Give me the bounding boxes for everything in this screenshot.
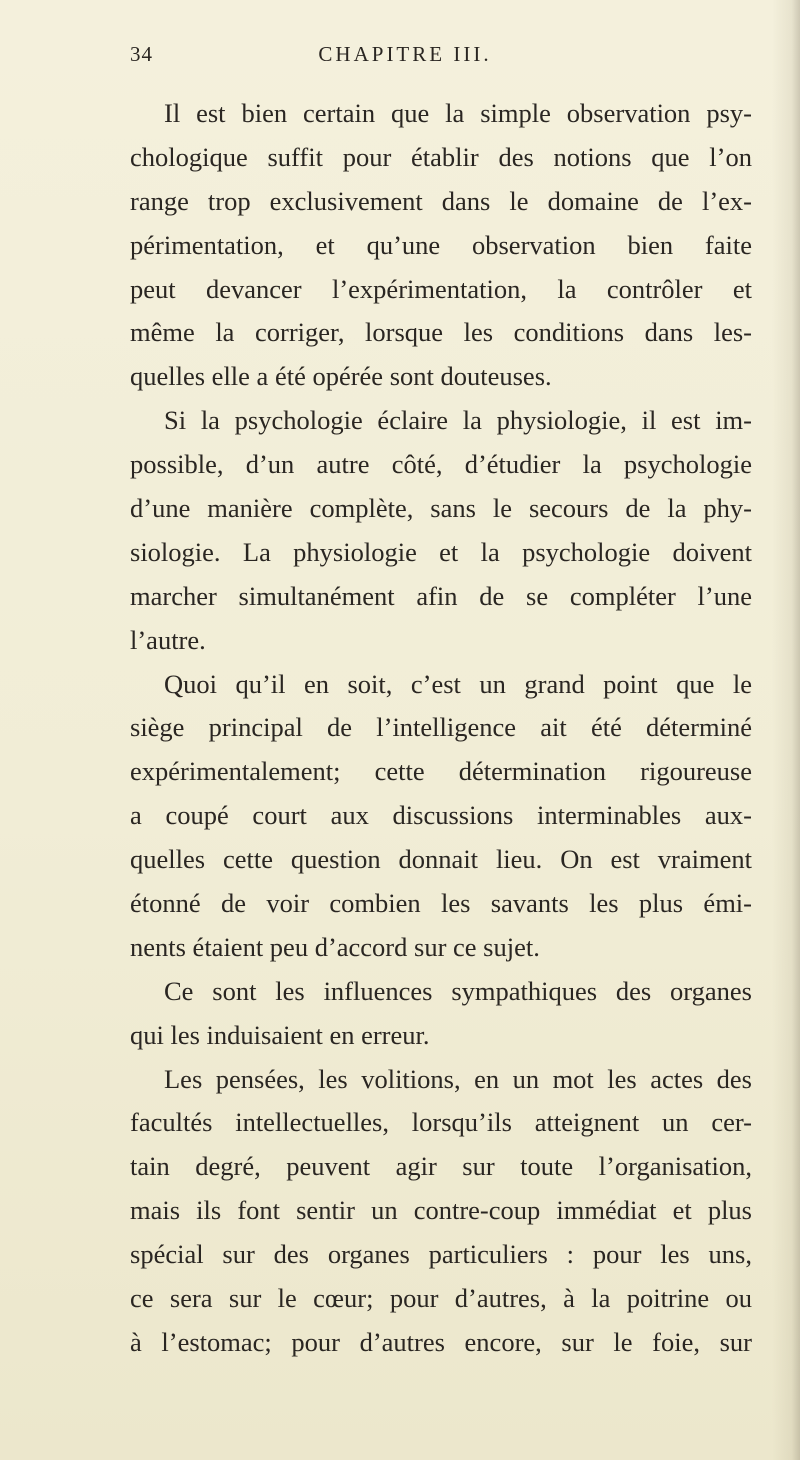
text-line: périmentation, et qu’une observation bien faite — [130, 229, 752, 260]
text-line: à l’estomac; pour d’autres encore, sur le foie, sur — [130, 1326, 752, 1357]
text-line: qui les induisaient en erreur. — [130, 1019, 430, 1050]
text-line: d’une manière complète, sans le secours de la phy- — [130, 493, 752, 524]
text-line: quelles elle a été opérée sont douteuses. — [130, 361, 552, 392]
text-line: expérimentalement; cette détermination rigoureuse — [130, 756, 752, 787]
text-line: possible, d’un autre côté, d’étudier la psychologie — [130, 449, 752, 480]
text-line: Les pensées, les volitions, en un mot les actes des — [164, 1063, 752, 1094]
text-line: nents étaient peu d’accord sur ce sujet. — [130, 931, 540, 962]
text-line: étonné de voir combien les savants les plus émi- — [130, 888, 752, 919]
page-number: 34 — [130, 42, 153, 66]
text-line: marcher simultanément afin de se compléter l’une — [130, 580, 752, 611]
text-line: siège principal de l’intelligence ait été déterminé — [130, 712, 752, 743]
text-line: même la corriger, lorsque les conditions dans les- — [130, 317, 752, 348]
body-text — [130, 92, 752, 1365]
page-header — [130, 42, 690, 72]
text-line: Il est bien certain que la simple observation psy- — [164, 98, 752, 128]
text-line: mais ils font sentir un contre-coup immédiat et plus — [130, 1195, 752, 1226]
text-line: facultés intellectuelles, lorsqu’ils atteignent un cer- — [130, 1107, 752, 1138]
running-head: CHAPITRE III. — [318, 42, 492, 66]
text-line: l’autre. — [130, 624, 206, 655]
text-line: quelles cette question donnait lieu. On est vraiment — [130, 844, 752, 875]
text-line: range trop exclusivement dans le domaine de l’ex- — [130, 185, 752, 216]
text-line: siologie. La physiologie et la psychologie doivent — [130, 536, 752, 567]
text-line: Quoi qu’il en soit, c’est un grand point que le — [164, 668, 752, 699]
text-line: spécial sur des organes particuliers : pour les uns, — [130, 1239, 752, 1270]
text-line: ce sera sur le cœur; pour d’autres, à la poitrine ou — [130, 1283, 752, 1314]
page-edge-shadow — [772, 0, 800, 1460]
text-line: chologique suffit pour établir des notions que l’on — [130, 141, 752, 172]
text-line: Si la psychologie éclaire la physiologie, il est im- — [164, 405, 752, 436]
text-line: a coupé court aux discussions interminables aux- — [130, 800, 752, 831]
text-line: peut devancer l’expérimentation, la contrôler et — [130, 273, 752, 304]
text-line: Ce sont les influences sympathiques des organes — [164, 975, 752, 1006]
text-line: tain degré, peuvent agir sur toute l’organisation, — [130, 1151, 752, 1182]
